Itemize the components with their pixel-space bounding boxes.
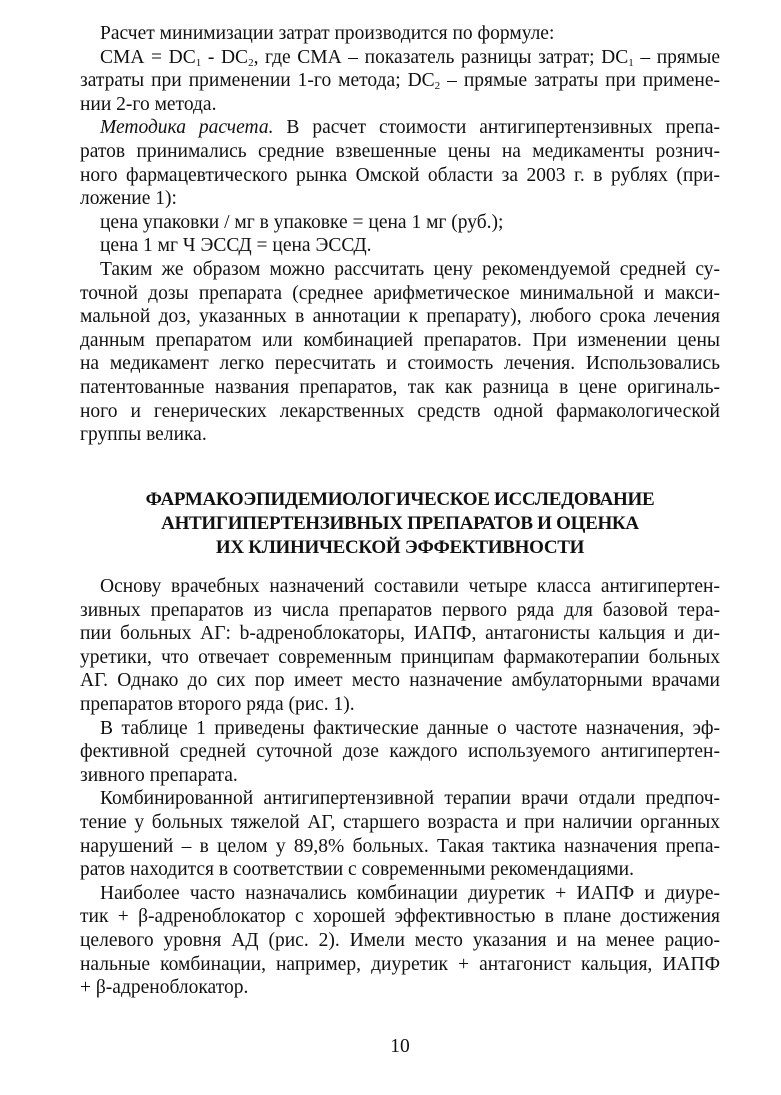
section-heading [80, 488, 720, 560]
method-line-1: Методика расчета. В расчет стоимости антигипертензивных препа- [100, 117, 720, 139]
table-paragraph-line: В таблице 1 приведены фактические данные о частоте назначения, эф- [100, 717, 720, 739]
combined-paragraph-line: ратов находится в соответствии с современными рекомендациями. [80, 859, 634, 881]
dose-paragraph-line: точной дозы препарата (среднее арифметическое минимальной и макси- [80, 282, 720, 304]
dose-paragraph-line: данным препаратом или комбинацией препаратов. При изменении цены [80, 329, 720, 351]
heading-line: ФАРМАКОЭПИДЕМИОЛОГИЧЕСКОЕ ИССЛЕДОВАНИЕ [145, 489, 655, 510]
method-line-3: ного фармацевтического рынка Омской области за 2003 г. в рублях (при- [80, 164, 720, 186]
formula-line-1: СМА = $DC_1 - DC_2$, где СМА – показатель разницы затрат; $DC_1$ – прямые [100, 46, 720, 69]
intro-line: Расчет минимизации затрат производится по формуле: [100, 23, 555, 44]
method-line-4: ложение 1): [80, 188, 177, 210]
dose-paragraph-line: ного и генерических лекарственных средств одной фармакологической [80, 400, 720, 422]
formula-line-3: нии 2-го метода. [80, 93, 217, 115]
results-section [80, 575, 720, 1000]
basis-paragraph-line: пии больных АГ: b-адреноблокаторы, ИАПФ, антагонисты кальция и ди- [80, 623, 720, 645]
basis-paragraph-line: АГ. Однако до сих пор имеет место назначение амбулаторными врачами [80, 670, 720, 692]
basis-paragraph-line: препаратов второго ряда (рис. 1). [80, 693, 355, 715]
formula-line-2: затраты при применении 1-го метода; $DC_2$ – прямые затраты при примене- [80, 70, 720, 93]
page-number: 10 [390, 1036, 410, 1057]
dose-paragraph-line: мальной доз, указанных в аннотации к препарату), любого срока лечения [80, 306, 720, 328]
basis-paragraph-line: зивных препаратов из числа препаратов первого ряда для базовой тера- [80, 599, 720, 621]
method-label: Методика расчета. [100, 117, 274, 139]
basis-paragraph-line: уретики, что отвечает современным принципам фармакотерапии больных [80, 646, 720, 668]
methods-section [80, 22, 720, 447]
dose-paragraph-line: патентованные названия препаратов, так как разница в цене оригиналь- [80, 376, 720, 398]
frequent-paragraph-line: целевого уровня АД (рис. 2). Имели место указания и на менее рацио- [80, 929, 720, 951]
frequent-paragraph-line: нальные комбинации, например, диуретик + антагонист кальция, ИАПФ [80, 953, 720, 975]
heading-line: ИХ КЛИНИЧЕСКОЙ ЭФФЕКТИВНОСТИ [215, 537, 585, 558]
combined-paragraph-line: тение у больных тяжелой АГ, старшего возраста и при наличии органных [80, 811, 720, 833]
combined-paragraph-line: Комбинированной антигипертензивной терапии врачи отдали предпоч- [100, 788, 720, 810]
heading-line: АНТИГИПЕРТЕНЗИВНЫХ ПРЕПАРАТОВ И ОЦЕНКА [161, 513, 639, 534]
frequent-paragraph-line: Наиболее часто назначались комбинации диуретик + ИАПФ и диуре- [100, 882, 720, 904]
dose-paragraph-line: на медикамент легко пересчитать и стоимость лечения. Использовались [80, 353, 720, 375]
dose-paragraph-line: группы велика. [80, 424, 207, 446]
table-paragraph-line: зивного препарата. [80, 764, 238, 786]
frequent-paragraph-line: тик + β-адреноблокатор с хорошей эффективностью в плане достижения [80, 906, 720, 928]
dose-paragraph-line: Таким же образом можно рассчитать цену рекомендуемой средней су- [100, 258, 720, 280]
frequent-paragraph-line: + β-адреноблокатор. [80, 977, 249, 999]
price-line-2: цена 1 мг Ч ЭССД = цена ЭССД. [100, 235, 372, 257]
table-paragraph-line: фективной средней суточной дозе каждого используемого антигипертен- [80, 741, 720, 763]
combined-paragraph-line: нарушений – в целом у 89,8% больных. Такая тактика назначения препа- [80, 835, 720, 857]
method-line-2: ратов принимались средние взвешенные цены на медикаменты рознич- [80, 140, 720, 162]
price-line-1: цена упаковки / мг в упаковке = цена 1 мг (руб.); [100, 211, 504, 233]
basis-paragraph-line: Основу врачебных назначений составили четыре класса антигипертен- [100, 576, 720, 597]
